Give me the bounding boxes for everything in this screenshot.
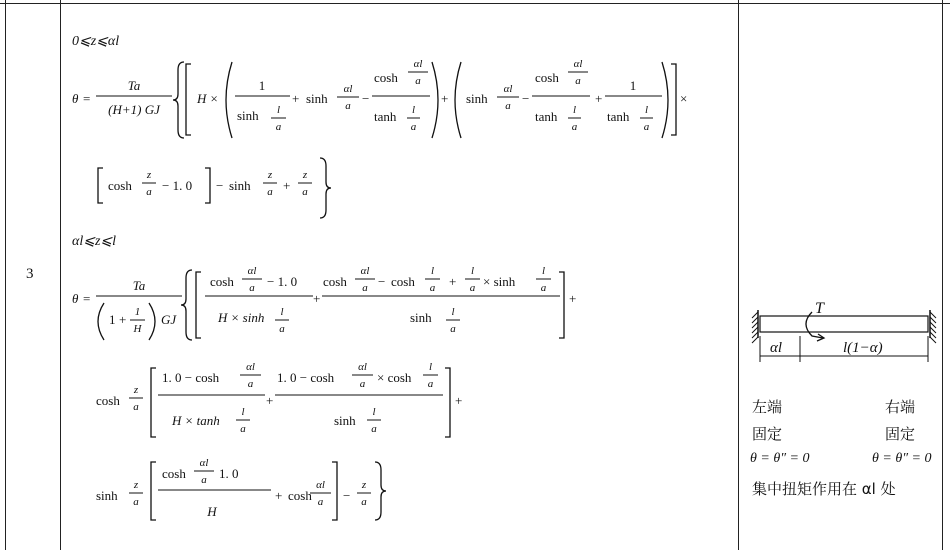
formula-token: a — [345, 100, 351, 112]
formula-token: + — [119, 312, 127, 327]
formula-token: a — [359, 378, 366, 390]
beam — [760, 316, 928, 332]
formula-token: sinh — [96, 488, 118, 503]
formula-token: + — [455, 393, 463, 408]
formula-token: a — [540, 282, 547, 294]
formula-token: cosh — [210, 274, 234, 289]
formula-token: l — [372, 406, 376, 418]
left-hatch — [752, 312, 758, 318]
formula-token: cosh — [323, 274, 347, 289]
left-hatch — [752, 317, 758, 323]
right-bc: θ = θ″ = 0 — [872, 451, 932, 466]
right-end-label: 右端 — [885, 398, 916, 416]
formula-token: GJ — [161, 312, 177, 327]
formula-token: l — [280, 306, 284, 318]
formula-token: cosh — [108, 178, 132, 193]
formula-token: − 1. 0 — [162, 178, 193, 193]
formula-token: a — [133, 401, 139, 413]
formula-token: H — [207, 504, 217, 519]
formula-token: sinh — [334, 413, 356, 428]
formula-token: αl — [358, 361, 367, 373]
formula-token: + — [313, 291, 321, 306]
formula-token: a — [247, 378, 254, 390]
formula-token: a — [279, 323, 285, 335]
formula-token: αl — [246, 361, 255, 373]
formula-token: a — [429, 282, 436, 294]
row-number: 3 — [26, 266, 34, 282]
formula-token: a — [427, 378, 434, 390]
formula-token: αl — [247, 265, 257, 277]
formula-token: αl — [503, 83, 513, 95]
formula-token: a — [133, 496, 139, 508]
right-hatch — [930, 322, 936, 328]
formula-token: a — [249, 282, 255, 294]
formula-token: l — [541, 265, 546, 277]
formula-token: tanh — [535, 109, 558, 124]
formula-token: × — [680, 91, 688, 106]
formula-token: z — [133, 479, 139, 491]
dimension-label-right: l(1−α) — [843, 340, 883, 356]
formula-token: 1 — [109, 312, 116, 327]
range-2: αl⩽z⩽l — [72, 234, 117, 249]
formula-token: z — [267, 169, 273, 181]
formula-token: z — [133, 384, 139, 396]
formula-token: a — [240, 423, 246, 435]
left-hatch — [752, 322, 758, 328]
formula-token: sinh — [306, 91, 328, 106]
left-end-label: 左端 — [752, 398, 783, 416]
formula-token: z — [302, 169, 308, 181]
formula-token: αl — [413, 58, 423, 70]
formula-token: + — [283, 178, 291, 193]
left-fixed-label: 固定 — [752, 425, 783, 443]
formula-token: − — [362, 91, 370, 106]
formula-token: αl — [199, 457, 209, 469]
right-hatch — [930, 332, 936, 338]
formula-token: H × tanh — [172, 413, 220, 428]
formula-token: a — [275, 121, 282, 133]
formula-token: + — [449, 274, 457, 289]
formula-token: H — [133, 323, 142, 335]
formula-token: a — [469, 282, 476, 294]
theta-symbol: θ — [72, 91, 79, 106]
formula-token: a — [371, 423, 377, 435]
theta-symbol: θ — [72, 291, 79, 306]
formula-token: a — [201, 474, 207, 486]
formula-token: sinh — [237, 108, 259, 123]
formula-token: a — [146, 186, 152, 198]
formula-token: a — [571, 121, 578, 133]
formula-token: + — [275, 488, 283, 503]
formula-token: Ta — [132, 278, 146, 293]
formula-token: tanh — [374, 109, 397, 124]
formula-token: + — [569, 291, 577, 306]
formula-token: − — [522, 91, 530, 106]
formula-token: cosh — [535, 70, 559, 85]
formula-token: l — [572, 104, 577, 116]
formula-token: l — [241, 406, 245, 418]
dimension-label-left: αl — [770, 340, 783, 356]
formula-token: cosh — [162, 466, 186, 481]
formula-token: = — [83, 291, 91, 306]
formula-token: − — [216, 178, 224, 193]
formula-token: cosh — [288, 488, 312, 503]
formula-token: a — [505, 100, 511, 112]
formula-token: a — [317, 496, 324, 508]
formula-token: Ta — [127, 78, 141, 93]
right-fixed-label: 固定 — [885, 425, 916, 443]
left-hatch — [752, 332, 758, 338]
formula-token: cosh — [374, 70, 398, 85]
formula-token: αl — [316, 479, 325, 491]
formula-token: l — [430, 265, 435, 277]
range-1: 0⩽z⩽αl — [72, 34, 120, 49]
formula-token: a — [362, 282, 368, 294]
formula-token: z — [146, 169, 152, 181]
formula-token: l — [644, 104, 649, 116]
formula-token: l — [276, 104, 281, 116]
formula-token: l — [451, 306, 455, 318]
formula-token: a — [302, 186, 308, 198]
formula-token: 1 — [629, 78, 637, 93]
formula-token: × cosh — [377, 370, 412, 385]
formula-token: (H+1) GJ — [108, 102, 160, 117]
formula-token: l — [470, 265, 475, 277]
formula-token: − — [378, 274, 386, 289]
formula-token: cosh — [96, 393, 120, 408]
formula-token: a — [415, 75, 421, 87]
formula-token: 1. 0 − cosh — [162, 370, 220, 385]
right-hatch — [930, 337, 936, 343]
left-hatch — [752, 337, 758, 343]
formula-token: 1 — [258, 78, 266, 93]
formula-token: + — [441, 91, 449, 106]
formula-token: sinh — [229, 178, 251, 193]
right-hatch — [930, 327, 936, 333]
formula-token: sinh — [466, 91, 488, 106]
formula-token: z — [361, 479, 367, 491]
load-note: 集中扭矩作用在 αl 处 — [752, 480, 896, 498]
formula-token: tanh — [607, 109, 630, 124]
formula-token: αl — [573, 58, 583, 70]
formula-token: a — [643, 121, 650, 133]
right-hatch — [930, 312, 936, 318]
formula-token: αl — [343, 83, 353, 95]
formula-token: + — [595, 91, 603, 106]
formula-token: × sinh — [483, 274, 516, 289]
formula-token: a — [410, 121, 417, 133]
formula-token: + — [266, 393, 274, 408]
right-hatch — [930, 317, 936, 323]
formula-token: l — [411, 104, 416, 116]
formula-token: a — [575, 75, 581, 87]
formula-token: H × sinh — [218, 310, 265, 325]
left-hatch — [752, 327, 758, 333]
formula-token: 1. 0 − cosh — [277, 370, 335, 385]
formula-token: a — [267, 186, 273, 198]
formula-token: 1. 0 — [219, 466, 239, 481]
formula-token: cosh — [391, 274, 415, 289]
formula-token: − 1. 0 — [267, 274, 298, 289]
formula-token: + — [292, 91, 300, 106]
torque-label: T — [815, 300, 824, 317]
formula-token: − — [343, 488, 351, 503]
formula-token: = — [83, 91, 91, 106]
formula-token: αl — [360, 265, 370, 277]
left-bc: θ = θ″ = 0 — [750, 451, 810, 466]
formula-token: H × — [197, 91, 219, 106]
formula-token: l — [428, 361, 433, 373]
formula-token: 1 — [134, 306, 141, 318]
formula-token: a — [450, 323, 456, 335]
formula-token: sinh — [410, 310, 432, 325]
formula-token: a — [361, 496, 367, 508]
